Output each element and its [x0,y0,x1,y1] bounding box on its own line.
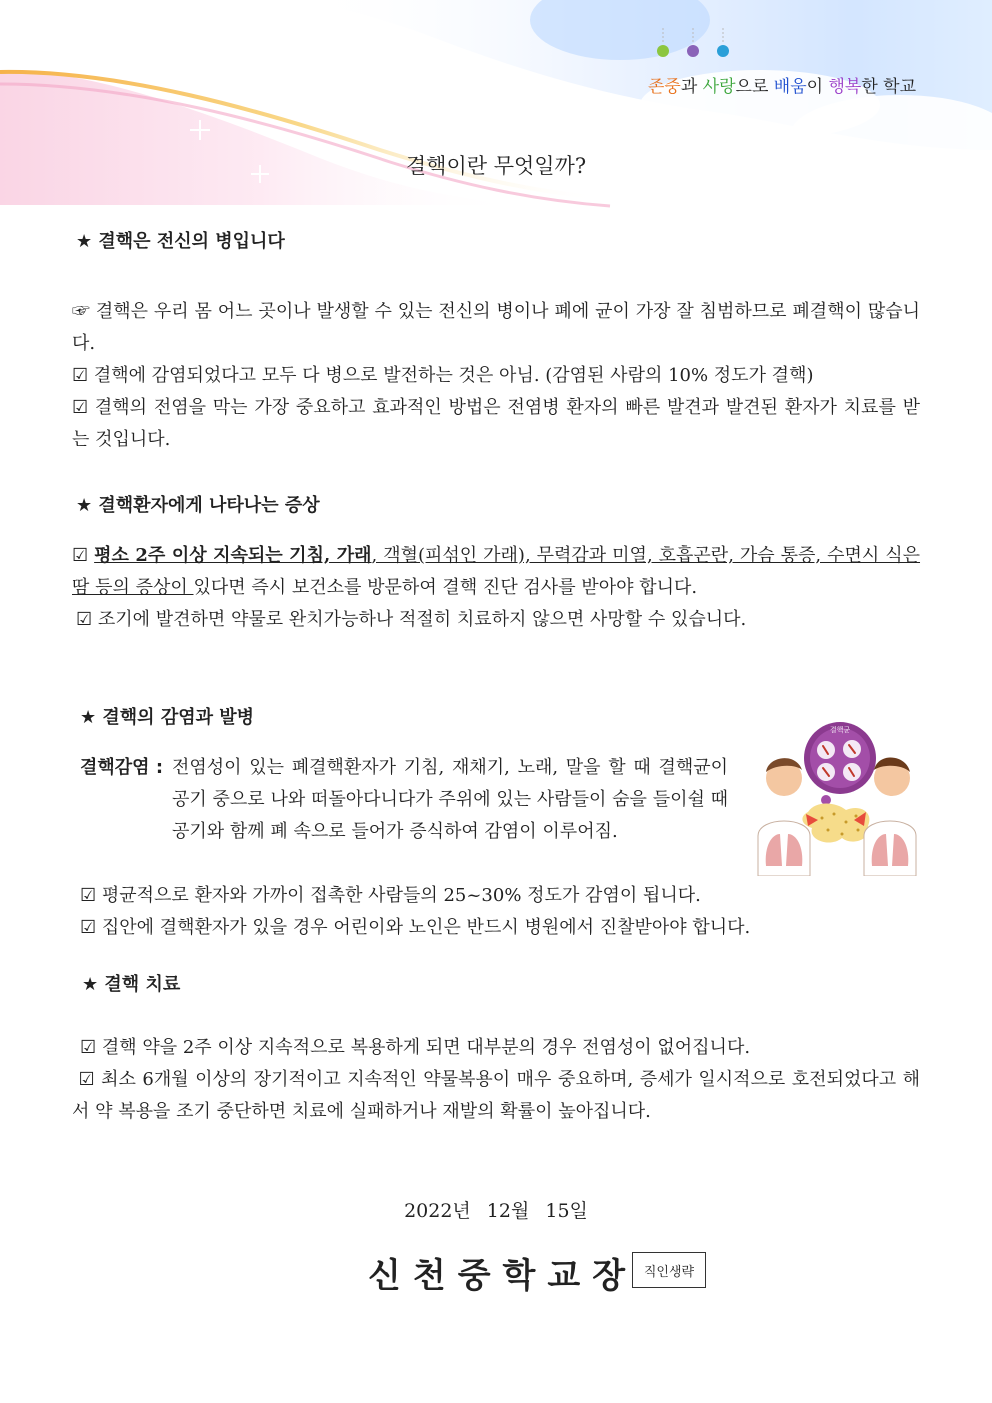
symptom-emphasis: 평소 2주 이상 지속되는 기침, 가래 [94,545,372,566]
document-date: 2022년 12월 15일 [404,1200,588,1222]
paragraph-prevention: ☑ 결핵의 전염을 막는 가장 중요하고 효과적인 방법은 전염병 환자의 빠른 발견과 발견된 환자가 치료를 받는 것입니다. [72,397,920,450]
paragraph-early-detection: ☑ 조기에 발견하면 약물로 완치가능하나 적절히 치료하지 않으면 사망할 수 있습니다. [76,609,747,630]
definition-label: 결핵감염 : [80,757,164,778]
paragraph-family-checkup: ☑ 집안에 결핵환자가 있을 경우 어린이와 노인은 반드시 병원에서 진찰받아야 합니다. [80,917,751,938]
slogan-part: 행복 [828,77,862,97]
official-seal-omitted: 직인생략 [632,1252,706,1288]
illus-bubble-label: 결핵균 [829,726,851,734]
signer-name: 신천중학교장 [368,1256,638,1296]
slogan-part: 한 학교 [861,77,916,97]
symptom-advice: 있다면 즉시 보건소를 방문하여 결핵 진단 검사를 받아야 합니다. [193,577,698,598]
paragraph-medication-2weeks: ☑ 결핵 약을 2주 이상 지속적으로 복용하게 되면 대부분의 경우 전염성이 없어집니다. [80,1037,751,1058]
slogan-part: 배움 [773,77,807,97]
symptom-list: , 객혈(피섞인 가래), 무력감과 미열, 호흡곤란, 가슴 통증, 수면시 식은 땀 등의 증상이 [72,545,921,598]
slogan-part: 과 [680,77,703,97]
section-body-symptoms [72,540,920,636]
slogan-part: 으로 [735,77,774,97]
section-body-infection [80,880,920,944]
page-title: 결핵이란 무엇일까? [405,154,587,178]
paragraph-medication-6months: ☑ 최소 6개월 이상의 장기적이고 지속적인 약물복용이 매우 중요하며, 증세가 일시적으로 호전되었다고 해서 약 복용을 조기 중단하면 치료에 실패하거나 재발의 확률이 높아집니다. [72,1069,920,1122]
paragraph-infection-not-disease: ☑ 결핵에 감염되었다고 모두 다 병으로 발전하는 것은 아님. (감염된 사람의 10% 정도가 결핵) [72,365,814,386]
paragraph-systemic-disease: ☞ 결핵은 우리 몸 어느 곳이나 발생할 수 있는 전신의 병이나 폐에 균이 가장 잘 침범하므로 폐결핵이 많습니다. [72,301,920,354]
section-heading-symptoms: ★ 결핵환자에게 나타나는 증상 [76,495,320,516]
section-body-treatment [72,1032,920,1128]
definition-text: 전염성이 있는 폐결핵환자가 기침, 재채기, 노래, 말을 할 때 결핵균이 공기 중으로 나와 떠돌아다니다가 주위에 있는 사람들이 숨을 들이쉴 때 공기와 함께 폐 속으로 들어가 증식하여 감염이 이루어짐. [172,757,728,842]
school-slogan [648,72,916,97]
section-heading-treatment: ★ 결핵 치료 [82,974,181,995]
decor-dot-purple [687,45,699,57]
section-body-systemic [72,296,920,456]
decor-dot-blue [717,45,729,57]
checkbox-mark: ☑ [72,545,95,566]
slogan-part: 존중 [647,77,681,97]
section-heading-systemic: ★ 결핵은 전신의 병입니다 [76,231,285,252]
section-heading-infection: ★ 결핵의 감염과 발병 [80,707,255,728]
slogan-part: 사랑 [702,77,736,97]
slogan-part: 이 [806,77,829,97]
decor-dot-green [657,45,669,57]
paragraph-symptoms [72,540,920,604]
paragraph-infection-rate: ☑ 평균적으로 환자와 가까이 접촉한 사람들의 25~30% 정도가 감염이 됩니다. [80,885,701,906]
tb-transmission-illustration [756,716,918,876]
